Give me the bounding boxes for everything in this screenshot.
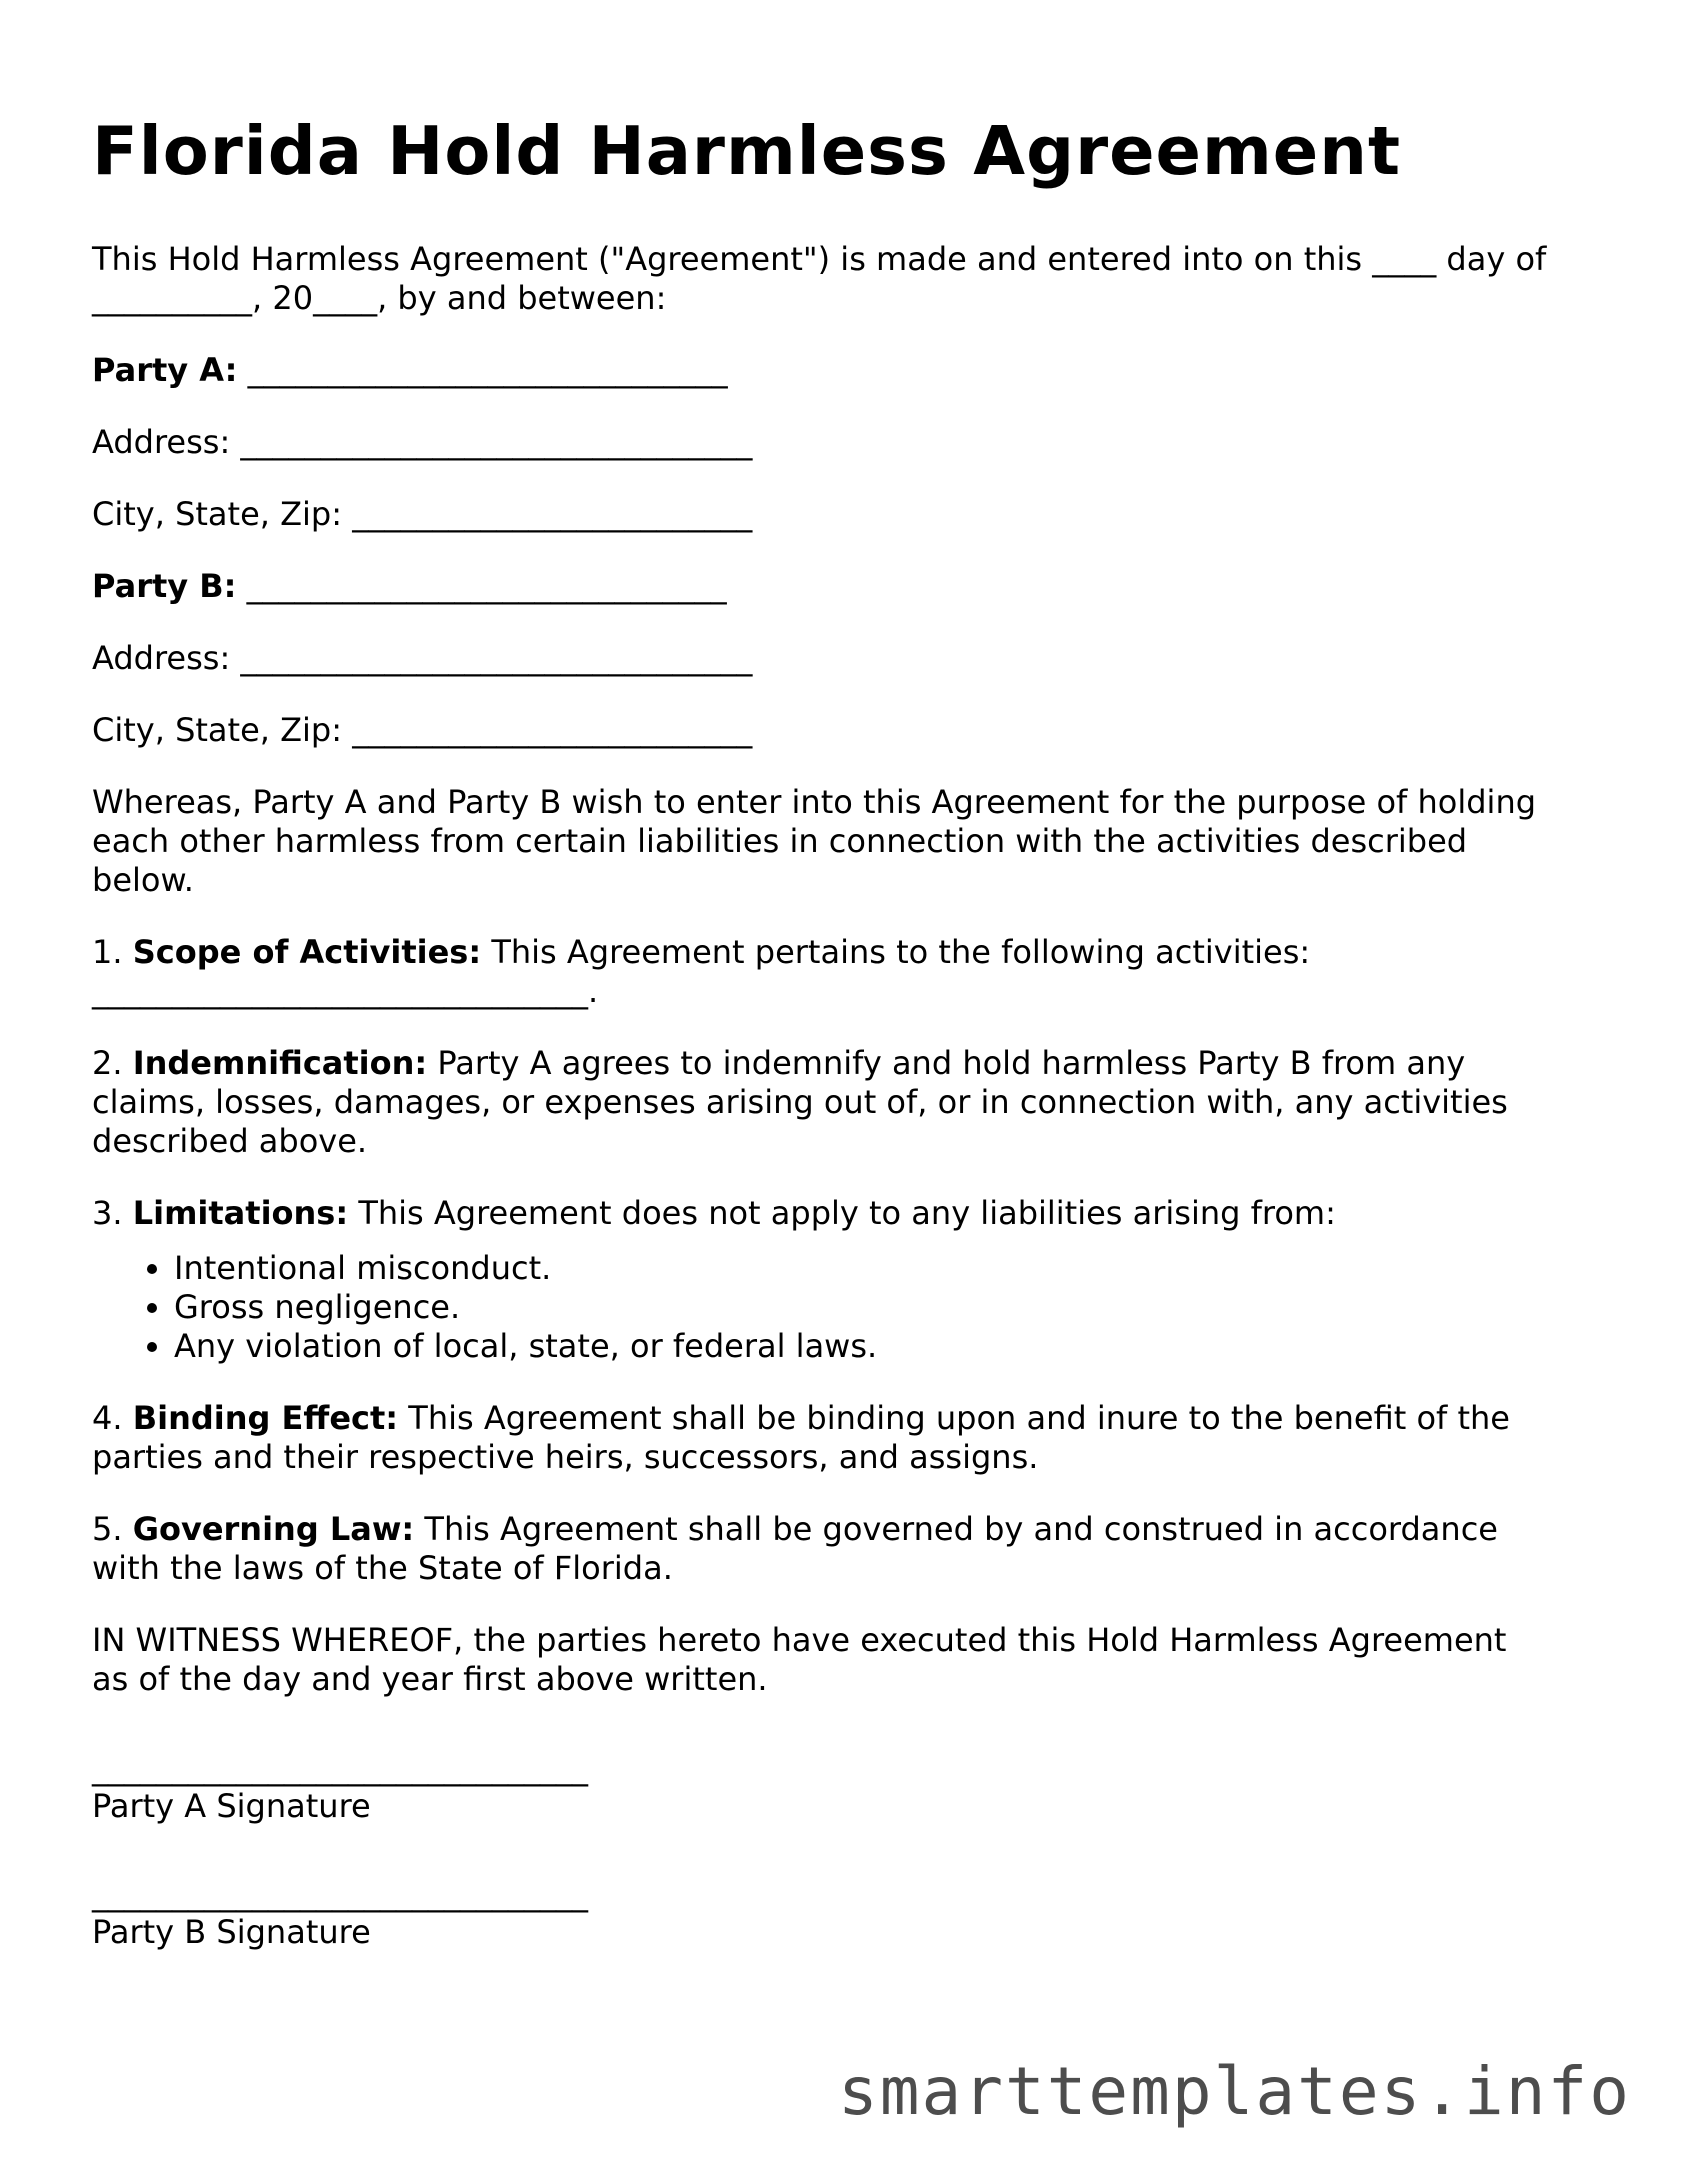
- clause-text-line-1: Party A agrees to indemnify and hold harmless Party B from any: [437, 1044, 1466, 1082]
- clause-indemnification: [92, 1044, 1612, 1161]
- clause-heading: Limitations:: [132, 1194, 349, 1232]
- clause-number: 3.: [92, 1194, 123, 1232]
- clause-heading: Governing Law:: [132, 1510, 415, 1548]
- party-b-address-label: Address:: [92, 639, 231, 677]
- signature-label: Party B Signature: [92, 1913, 371, 1951]
- clause-scope: [92, 933, 1612, 1011]
- party-b-address-field: [92, 639, 1612, 678]
- clause-governing-law: [92, 1510, 1612, 1588]
- document-page: [92, 110, 1612, 1951]
- clause-text-line-1: This Agreement shall be governed by and construed in accordance: [424, 1510, 1498, 1548]
- clause-heading: Scope of Activities:: [132, 933, 482, 971]
- clause-text-line-2: with the laws of the State of Florida.: [92, 1549, 673, 1587]
- clause-heading: Binding Effect:: [132, 1399, 399, 1437]
- clause-text-line-1: This Agreement does not apply to any liabilities arising from:: [358, 1194, 1336, 1232]
- party-a-signature-block: [92, 1749, 1612, 1825]
- witness-line-2: as of the day and year first above written.: [92, 1660, 768, 1698]
- signature-line: _______________________________: [92, 1749, 588, 1787]
- party-b-city-field: [92, 711, 1612, 750]
- intro-line-1: This Hold Harmless Agreement ("Agreement") is made and entered into on this ____ day of: [92, 240, 1547, 278]
- document-title: Florida Hold Harmless Agreement: [92, 112, 1401, 190]
- party-b-city-blank: _________________________: [352, 711, 753, 749]
- party-a-address-label: Address:: [92, 423, 231, 461]
- clause-text-line-1: This Agreement shall be binding upon and inure to the benefit of the: [408, 1399, 1510, 1437]
- party-b-address-blank: ________________________________: [240, 639, 753, 677]
- clause-binding-effect: [92, 1399, 1612, 1477]
- party-a-address-blank: ________________________________: [240, 423, 753, 461]
- party-b-signature-block: [92, 1875, 1612, 1951]
- signature-line: _______________________________: [92, 1875, 588, 1913]
- party-b-city-label: City, State, Zip:: [92, 711, 343, 749]
- watermark-text: smarttemplates.info: [838, 2053, 1631, 2130]
- whereas-line-2: each other harmless from certain liabilities in connection with the activities described: [92, 822, 1468, 860]
- whereas-line-1: Whereas, Party A and Party B wish to enter into this Agreement for the purpose of holding: [92, 783, 1537, 821]
- list-item: • Gross negligence.: [174, 1288, 1612, 1327]
- list-item: • Intentional misconduct.: [174, 1249, 1612, 1288]
- signature-label: Party A Signature: [92, 1787, 371, 1825]
- clause-text-line-3: described above.: [92, 1122, 368, 1160]
- party-a-label: Party A:: [92, 351, 238, 389]
- intro-line-2: __________, 20____, by and between:: [92, 279, 667, 317]
- list-item: • Any violation of local, state, or federal laws.: [174, 1327, 1612, 1366]
- clause-number: 4.: [92, 1399, 123, 1437]
- clause-text-line-2: claims, losses, damages, or expenses arising out of, or in connection with, any activities: [92, 1083, 1508, 1121]
- clause-text-line-2: parties and their respective heirs, successors, and assigns.: [92, 1438, 1039, 1476]
- party-a-city-blank: _________________________: [352, 495, 753, 533]
- party-a-city-label: City, State, Zip:: [92, 495, 343, 533]
- party-a-name-field: [92, 351, 1612, 390]
- clause-text-line-1: This Agreement pertains to the following activities:: [491, 933, 1311, 971]
- party-b-name-field: [92, 567, 1612, 606]
- party-a-address-field: [92, 423, 1612, 462]
- clause-number: 1.: [92, 933, 123, 971]
- intro-paragraph: [92, 240, 1612, 318]
- clause-heading: Indemnification:: [132, 1044, 428, 1082]
- witness-paragraph: [92, 1621, 1612, 1699]
- witness-line-1: IN WITNESS WHEREOF, the parties hereto have executed this Hold Harmless Agreement: [92, 1621, 1507, 1659]
- party-a-city-field: [92, 495, 1612, 534]
- clause-number: 5.: [92, 1510, 123, 1548]
- limitations-list: [92, 1249, 1612, 1366]
- party-b-name-blank: ______________________________: [246, 567, 727, 605]
- party-b-label: Party B:: [92, 567, 237, 605]
- party-a-name-blank: ______________________________: [247, 351, 728, 389]
- clause-limitations: [92, 1194, 1612, 1233]
- clause-number: 2.: [92, 1044, 123, 1082]
- whereas-line-3: below.: [92, 861, 194, 899]
- whereas-paragraph: [92, 783, 1612, 900]
- clause-text-line-2: _______________________________.: [92, 972, 599, 1010]
